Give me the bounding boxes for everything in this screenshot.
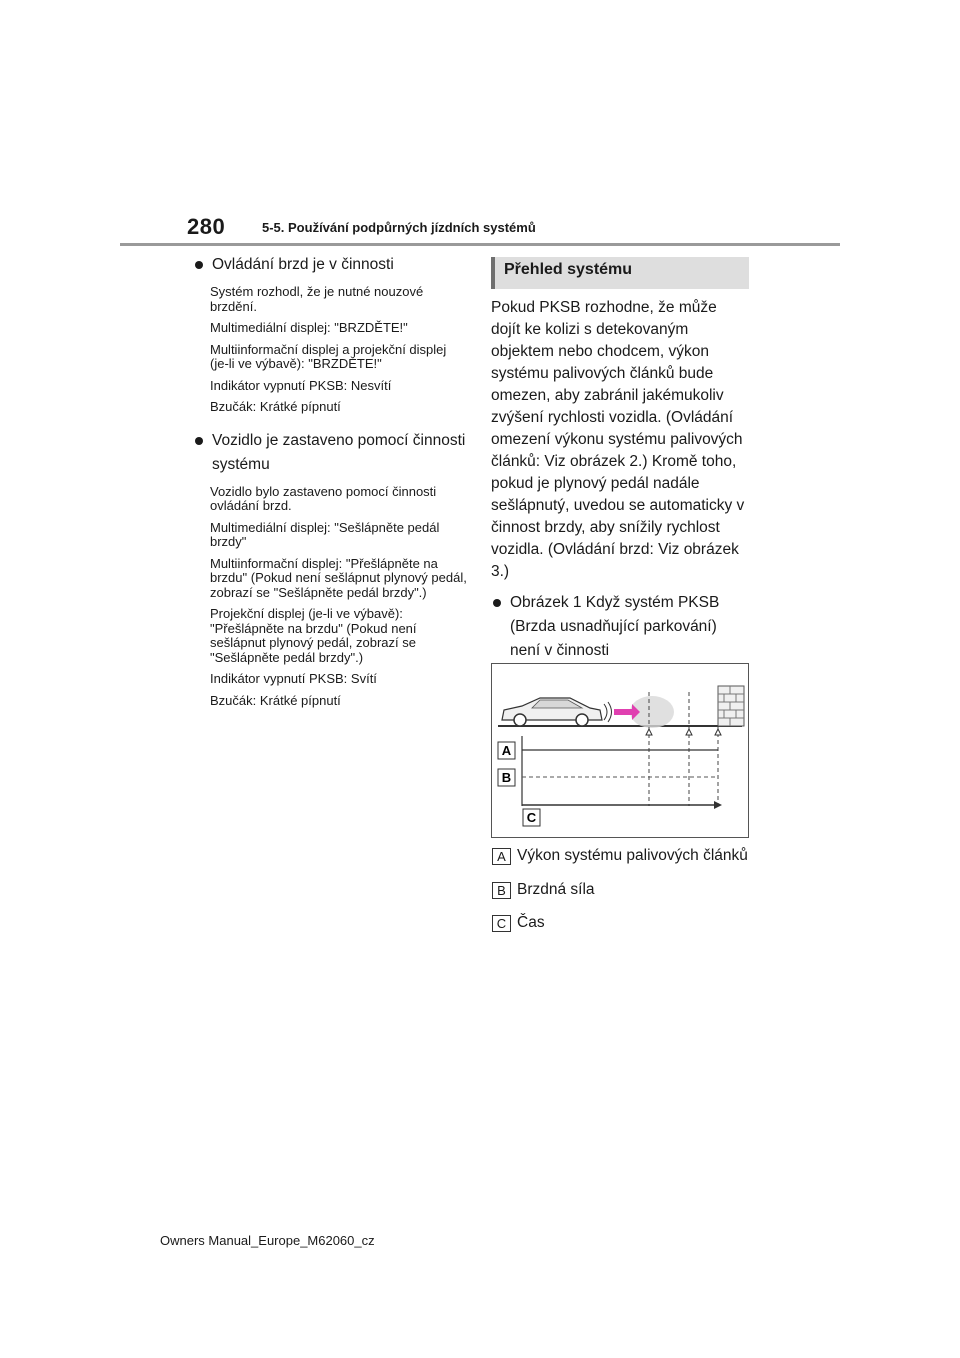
brake-heading-text: Ovládání brzd je v činnosti <box>212 256 394 273</box>
section-heading: Přehled systému <box>504 261 633 278</box>
stop-line: Multiinformační displej: "Přešlápněte na brzdu" (Pokud není sešlápnut plynový pedál, zobrazí se "Sešlápněte pedál brzdy".) <box>210 555 467 600</box>
footer-text: Owners Manual_Europe_M62060_cz <box>160 1233 375 1248</box>
page-number: 280 <box>187 214 226 239</box>
brake-heading <box>195 253 468 277</box>
bullet-icon <box>493 599 501 607</box>
legend-key: B <box>492 882 511 899</box>
svg-text:C: C <box>526 810 537 825</box>
stop-heading <box>195 429 468 477</box>
brake-line: Indikátor vypnutí PKSB: Nesvítí <box>210 377 392 393</box>
diagram-svg <box>492 664 748 837</box>
stop-line: Bzučák: Krátké pípnutí <box>210 692 341 708</box>
figure-heading <box>493 591 749 663</box>
marker-triangle-icon <box>646 729 652 735</box>
pksb-diagram <box>491 663 749 838</box>
right-column <box>491 257 749 663</box>
bullet-icon <box>195 261 203 269</box>
sensor-wave <box>604 704 607 720</box>
label-c <box>523 809 540 826</box>
overview-paragraph: Pokud PKSB rozhodne, že může dojít ke kolizi s detekovaným objektem nebo chodcem, výkon systému palivových článků bude omezen, aby zabránil jakémukoliv zvýšení rychlosti vozidla. (Ovládání omezení výkonu systému palivových článků: Viz obrázek 2.) Kromě toho, pokud je plynový pedál nadále sešlápnutý, uvedou se automaticky v činnost brzdy, aby snížily rychlost vozidla. (Ovládání brzd: Viz obrázek 3.) <box>491 299 745 580</box>
stop-line: Projekční displej (je-li ve výbavě): "Přešlápněte na brzdu" (Pokud není sešlápnut plynový pedál, zobrazí se "Sešlápněte pedál brzdy".) <box>210 606 417 665</box>
legend-item-a <box>492 847 748 865</box>
brake-line: Multiinformační displej a projekční displej (je-li ve výbavě): "BRZDĚTE!" <box>210 341 447 371</box>
legend-item-b <box>492 881 595 899</box>
stop-line: Multimediální displej: "Sešlápněte pedál brzdy" <box>210 519 440 549</box>
svg-text:A: A <box>501 743 512 758</box>
legend-text: Čas <box>517 914 545 931</box>
bullet-icon <box>195 437 203 445</box>
marker-triangle-icon <box>715 729 721 735</box>
label-b <box>498 769 515 786</box>
label-a <box>498 742 515 759</box>
marker-triangle-icon <box>686 729 692 735</box>
wall-icon <box>718 686 744 726</box>
brake-line: Bzučák: Krátké pípnutí <box>210 399 341 414</box>
stop-line: Vozidlo bylo zastaveno pomocí činnosti ovládání brzd. <box>210 483 437 513</box>
brake-line: Systém rozhodl, že je nutné nouzové brzdění. <box>210 284 424 314</box>
brake-line: Multimediální displej: "BRZDĚTE!" <box>210 320 408 335</box>
stop-heading-text: Vozidlo je zastaveno pomocí činnosti systému <box>212 431 466 473</box>
figure-heading-text: Obrázek 1 Když systém PKSB (Brzda usnadňující parkování) není v činnosti <box>510 594 720 659</box>
left-column <box>210 253 468 715</box>
legend-text: Výkon systému palivových článků <box>517 847 748 864</box>
legend-text: Brzdná síla <box>517 881 595 898</box>
car-icon <box>502 698 602 726</box>
section-heading-bar <box>491 257 495 289</box>
legend-item-c <box>492 914 545 932</box>
sensor-wave <box>608 702 612 722</box>
time-arrow-icon <box>714 801 722 809</box>
legend-key: A <box>492 848 511 865</box>
legend-key: C <box>492 915 511 932</box>
section-title: 5-5. Používání podpůrných jízdních systémů <box>262 220 536 235</box>
header-rule <box>120 243 840 246</box>
svg-text:B: B <box>501 770 512 785</box>
section-heading-box <box>491 257 749 289</box>
stop-line: Indikátor vypnutí PKSB: Svítí <box>210 671 377 686</box>
